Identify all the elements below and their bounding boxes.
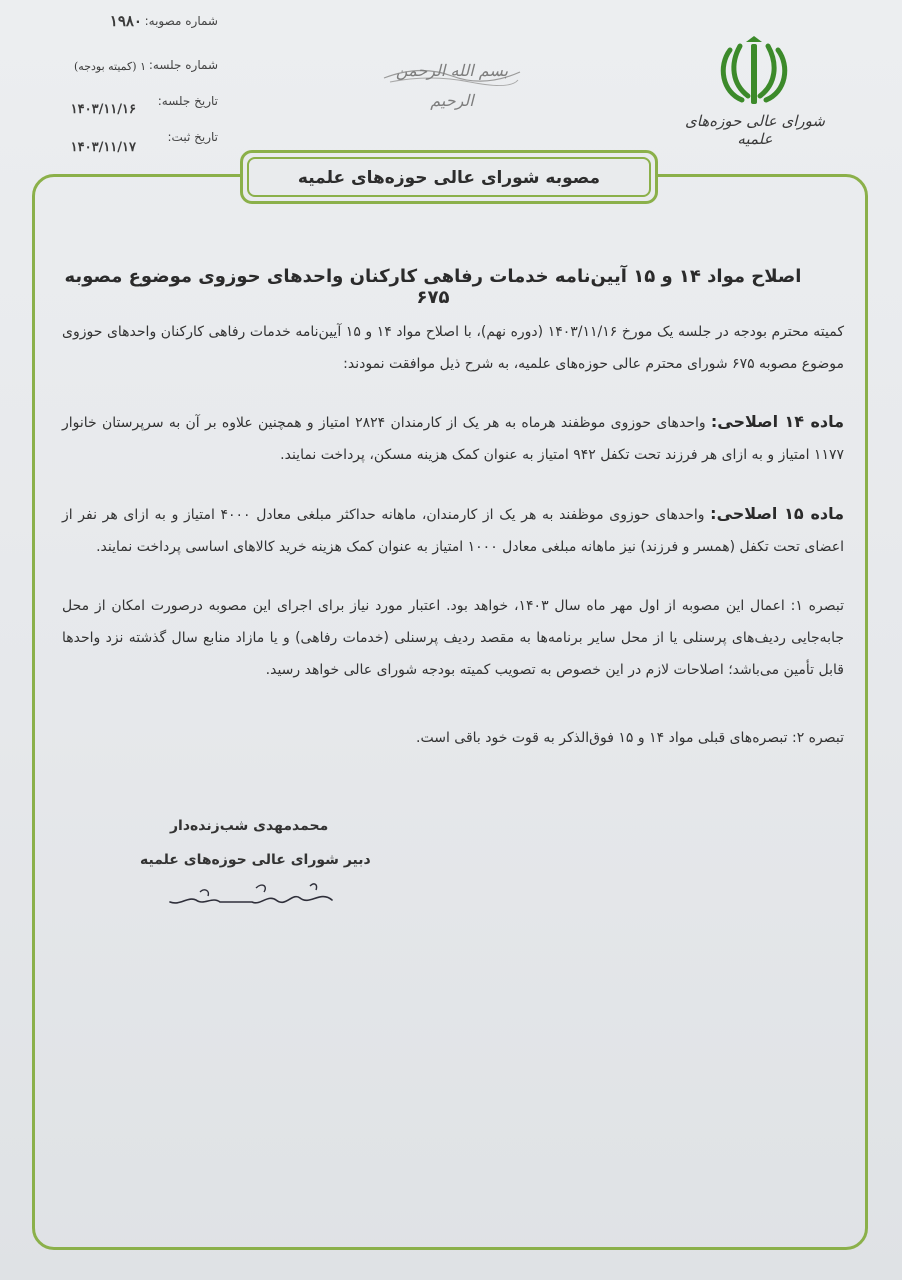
session-date-label: تاریخ جلسه: [157,94,218,108]
record-date-label: تاریخ ثبت: [167,130,218,144]
title-box-label: مصوبه شورای عالی حوزه‌های علمیه [247,157,651,197]
record-date-value: ۱۴۰۳/۱۱/۱۷ [70,140,136,155]
signatory-position: دبیر شورای عالی حوزه‌های علمیه [140,852,371,868]
session-date-row [48,94,218,116]
intro-paragraph: کمیته محترم بودجه در جلسه یک مورخ ۱۴۰۳/۱۱/۱۶ (دوره نهم)، با اصلاح مواد ۱۴ و ۱۵ آیین‌نامه خدمات رفاهی کارکنان واحدهای حوزوی موضوع مصوبه ۶۷۵ شورای محترم عالی حوزه‌های علمیه، به شرح ذیل موافقت نمودند: [62,324,844,372]
note-2-paragraph: تبصره ۲: تبصره‌های قبلی مواد ۱۴ و ۱۵ فوق‌الذکر به قوت خود باقی است. [416,730,844,746]
signatory-name: محمدمهدی شب‌زنده‌دار [170,818,329,834]
basmala-calligraphy [380,56,524,110]
session-date-value: ۱۴۰۳/۱۱/۱۶ [70,102,136,117]
title-box [240,150,658,204]
note-1-paragraph: تبصره ۱: اعمال این مصوبه از اول مهر ماه سال ۱۴۰۳، خواهد بود. اعتبار مورد نیاز برای اجرای این مصوبه درصورت امکان از محل جابه‌جایی ردیف‌های پرسنلی یا از محل سایر برنامه‌ها به مقصد ردیف پرسنلی (خدمات رفاهی) و یا مازاد منابع سال گذشته نزد واحدها قابل تأمین می‌باشد؛ اصلاحات لازم در این خصوص به تصویب کمیته بودجه شورای عالی خواهد رسید. [62,598,844,678]
iran-emblem-icon [716,36,792,108]
article-14-label: ماده ۱۴ اصلاحی: [710,412,845,431]
article-15-label: ماده ۱۵ اصلاحی: [710,504,845,523]
document-heading: اصلاح مواد ۱۴ و ۱۵ آیین‌نامه خدمات رفاهی کارکنان واحدهای حوزوی موضوع مصوبه ۶۷۵ [64,266,802,308]
article-15-text: واحدهای حوزوی موظفند به هر یک از کارمندان، ماهانه حداکثر مبلغی معادل ۴۰۰۰ امتیاز و به ازای هر نفر از اعضای تحت تکفل (همسر و فرزند) نیز ماهانه مبلغی معادل ۱۰۰۰ امتیاز به عنوان کمک هزینه خرید کالاهای اساسی پرداخت نمایند. [62,507,844,555]
approval-number-label: شماره مصوبه: [144,14,218,28]
session-number-value: ۱ (کمیته بودجه) [74,60,146,73]
handwritten-signature [160,872,340,916]
record-date-row [48,130,218,155]
article-14-text: واحدهای حوزوی موظفند هرماه به هر یک از کارمندان ۲۸۲۴ امتیاز و همچنین علاوه بر آن به سرپرستان خانوار ۱۱۷۷ امتیاز و به ازای هر فرزند تحت تکفل ۹۴۲ امتیاز به عنوان کمک هزینه مسکن، پرداخت نمایند. [62,415,844,463]
council-name: شورای عالی حوزه‌های علمیه [685,112,825,148]
session-number-row [48,58,218,80]
article-14-paragraph [62,406,844,471]
basmala-text: بسم الله الرحمن الرحیم [395,61,509,110]
approval-number-row [48,14,218,36]
article-15-paragraph [62,498,844,563]
session-number-label: شماره جلسه: [148,58,218,72]
approval-number-value: ۱۹۸۰ [109,12,142,30]
